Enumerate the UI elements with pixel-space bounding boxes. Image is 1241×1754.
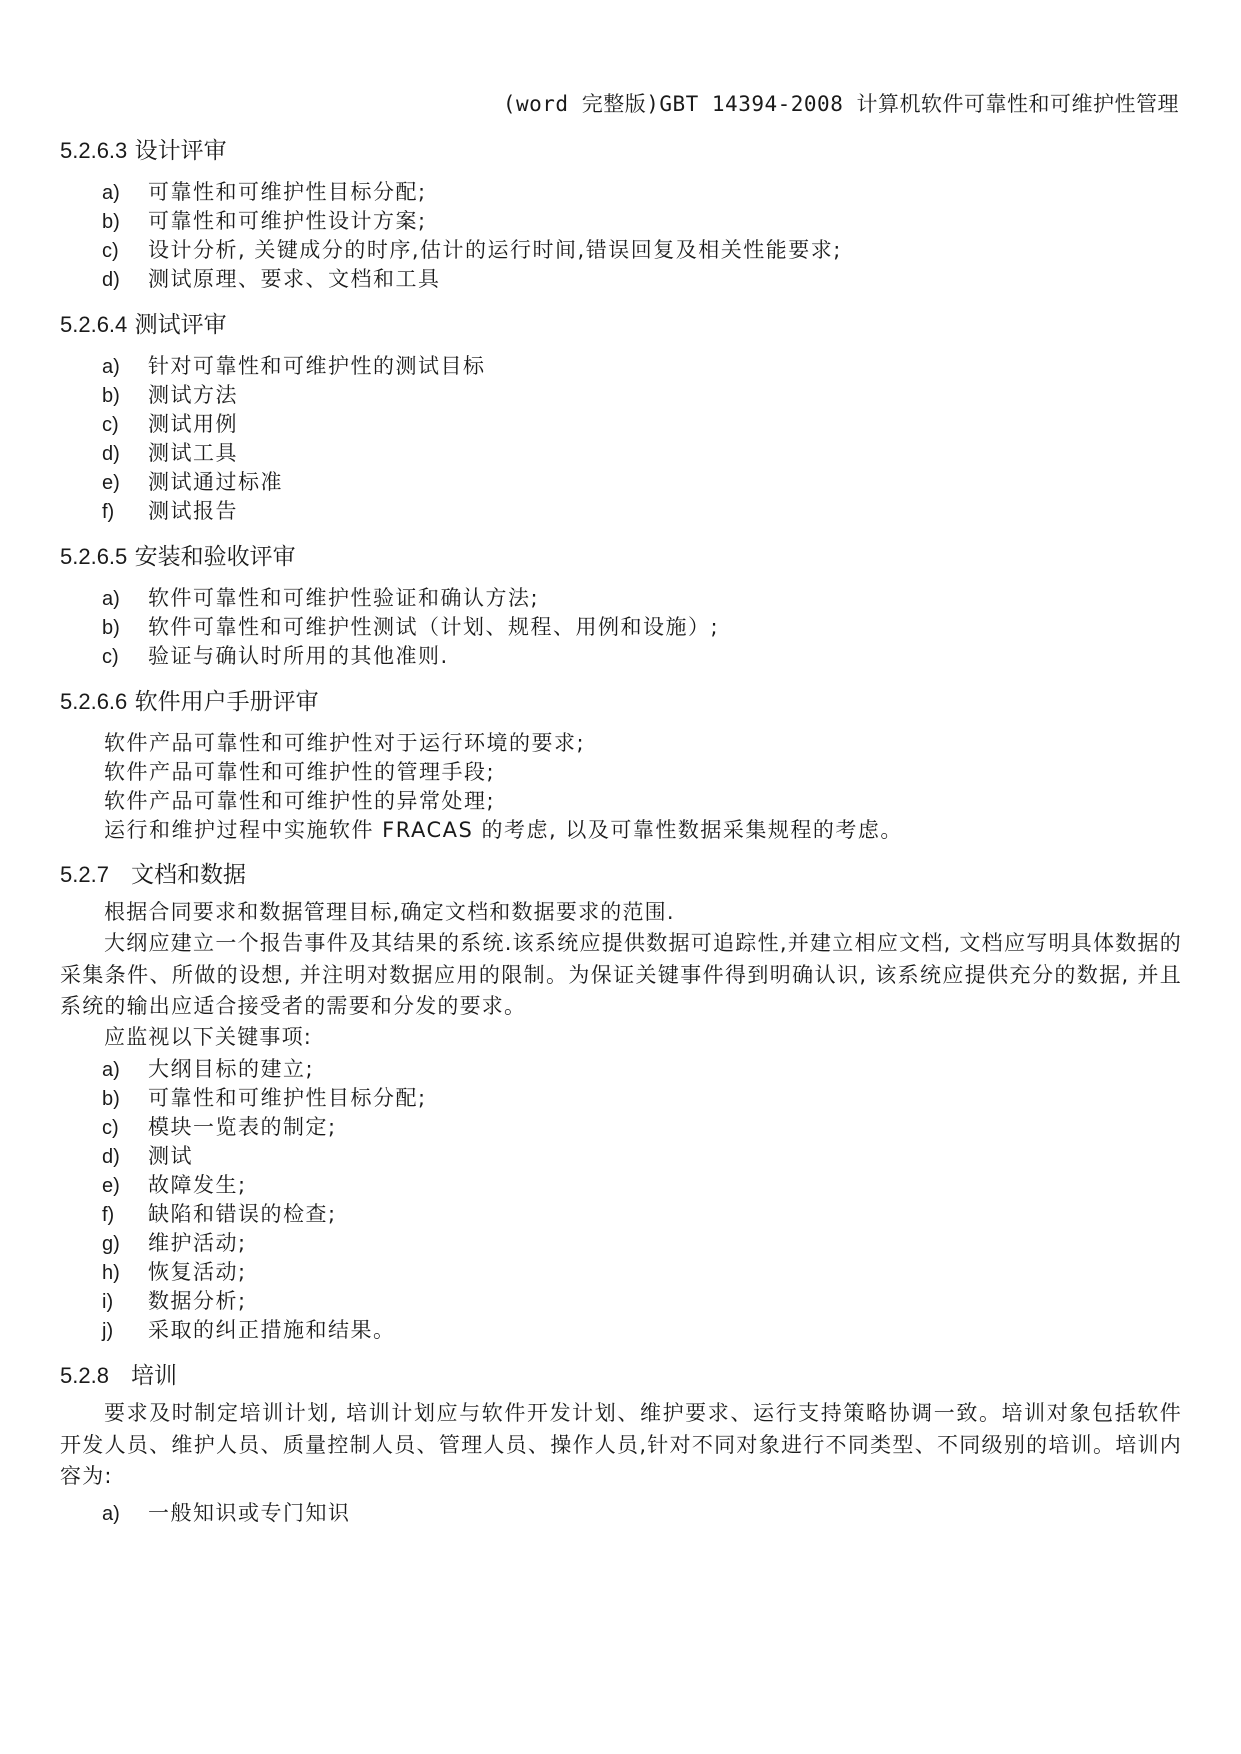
running-header: (word 完整版)GBT 14394-2008 计算机软件可靠性和可维护性管理 [502, 92, 1179, 116]
list-item: a) 软件可靠性和可维护性验证和确认方法; [102, 586, 540, 610]
text-line: 软件产品可靠性和可维护性对于运行环境的要求; [104, 731, 586, 755]
section-title: 安装和验收评审 [134, 544, 296, 570]
section-heading-5263 [60, 132, 227, 165]
text-line: 软件产品可靠性和可维护性的异常处理; [104, 789, 496, 813]
list-item: a) 一般知识或专门知识 [102, 1501, 351, 1525]
section-number: 5.2.6.6 [60, 689, 128, 714]
list-item: h) 恢复活动; [102, 1260, 247, 1284]
text-line: 运行和维护过程中实施软件 FRACAS 的考虑, 以及可靠性数据采集规程的考虑。 [104, 818, 903, 842]
list-item: e) 故障发生; [102, 1173, 247, 1197]
list-item: b) 软件可靠性和可维护性测试（计划、规程、用例和设施）; [102, 615, 720, 639]
list-item: f) 缺陷和错误的检查; [102, 1202, 337, 1226]
section-heading-5265 [60, 538, 296, 571]
list-item: d) 测试工具 [102, 441, 238, 465]
list-item: f) 测试报告 [102, 499, 238, 523]
list-item: d) 测试 [102, 1144, 193, 1168]
list-item: a) 可靠性和可维护性目标分配; [102, 180, 427, 204]
list-item: b) 可靠性和可维护性设计方案; [102, 209, 427, 233]
list-item: c) 设计分析, 关键成分的时序,估计的运行时间,错误回复及相关性能要求; [102, 238, 842, 262]
section-number: 5.2.6.3 [60, 138, 128, 163]
list-item: b) 可靠性和可维护性目标分配; [102, 1086, 427, 1110]
paragraph: 要求及时制定培训计划, 培训计划应与软件开发计划、维护要求、运行支持策略协调一致。培训对象包括软件开发人员、维护人员、质量控制人员、管理人员、操作人员,针对不同对象进行不同类型、不同级别的培训。培训内容为: [60, 1401, 1182, 1488]
paragraph: 应监视以下关键事项: [104, 1025, 313, 1049]
list-item: i) 数据分析; [102, 1289, 247, 1313]
section-title: 培训 [130, 1363, 177, 1389]
list-item: g) 维护活动; [102, 1231, 247, 1255]
section-title: 测试评审 [134, 312, 227, 338]
section-title: 软件用户手册评审 [134, 689, 319, 715]
section-title: 设计评审 [134, 138, 227, 164]
section-heading-5266 [60, 683, 319, 716]
list-item: j) 采取的纠正措施和结果。 [102, 1318, 396, 1342]
list-item: c) 模块一览表的制定; [102, 1115, 337, 1139]
paragraph: 大纲应建立一个报告事件及其结果的系统.该系统应提供数据可追踪性,并建立相应文档, 文档应写明具体数据的采集条件、所做的设想, 并注明对数据应用的限制。为保证关键事件得到明确认识, 该系统应提供充分的数据, 并且系统的输出应适合接受者的需要和分发的要求。 [60, 931, 1182, 1018]
section-number: 5.2.6.5 [60, 544, 128, 569]
section-number: 5.2.6.4 [60, 312, 128, 337]
list-item: c) 验证与确认时所用的其他准则. [102, 644, 449, 668]
paragraph: 根据合同要求和数据管理目标,确定文档和数据要求的范围. [104, 900, 675, 924]
section-title: 文档和数据 [130, 862, 246, 888]
list-item: a) 大纲目标的建立; [102, 1057, 315, 1081]
section-heading-527 [60, 856, 246, 889]
section-heading-528 [60, 1357, 177, 1390]
list-item: e) 测试通过标准 [102, 470, 283, 494]
section-number: 5.2.7 [60, 862, 109, 887]
section-heading-5264 [60, 306, 227, 339]
list-item: a) 针对可靠性和可维护性的测试目标 [102, 354, 486, 378]
section-number: 5.2.8 [60, 1363, 109, 1388]
list-item: c) 测试用例 [102, 412, 238, 436]
list-item: d) 测试原理、要求、文档和工具 [102, 267, 441, 291]
list-item: b) 测试方法 [102, 383, 238, 407]
text-line: 软件产品可靠性和可维护性的管理手段; [104, 760, 496, 784]
